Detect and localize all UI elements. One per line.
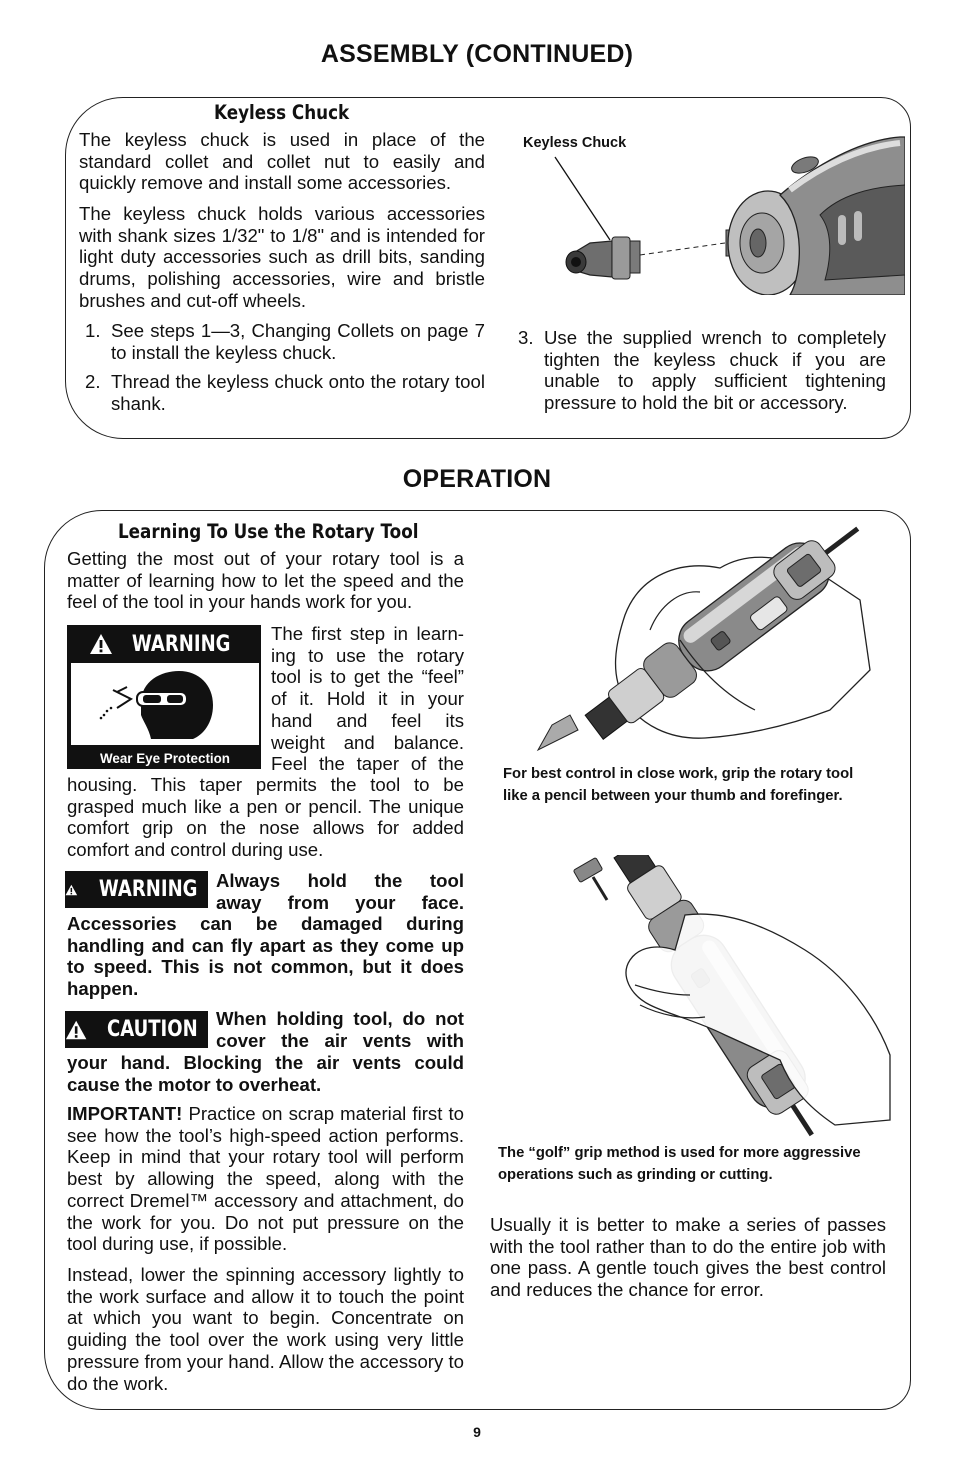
caution-label: CAUTION [107,1017,199,1042]
keyless-chuck-para1: The keyless chuck is used in place of the standard collet and collet nut to easily and quickly remove and install some accessories. [79,129,485,194]
usually-paragraph: Usually it is better to make a series of passes with the tool rather than to do the entire job with one pass. A gentle touch gives the best control and reduces the chance for error. [490,1214,886,1301]
step-item [79,320,485,363]
text-line: ing to use the rotary [271,644,464,666]
warning-face-line1: Always hold the tool [216,870,464,891]
caution-line1: When holding tool, do not [216,1008,464,1029]
warning-triangle-icon [89,633,113,655]
text-line: of it. Hold it in your [271,688,464,710]
caution-text: your hand. Blocking the air vents could cause the motor to overheat. [67,1052,464,1095]
pencil-grip-illustration [530,520,895,755]
golf-grip-illustration [565,855,895,1145]
step-text: See steps 1—3, Changing Collets on page 7 to install the keyless chuck. [111,320,485,363]
important-paragraph [67,1103,464,1255]
step-number: 2. [85,371,101,393]
text-line: tool is to get the “feel” [271,666,464,688]
warning-badge [65,871,208,908]
instead-paragraph: Instead, lower the spinning accessory lightly to the work surface and allow it to touch the point at which you want to begin. Concentrate on guiding the tool over the work using very little pressure from your hand. Allow the accessory to do the work. [67,1264,464,1394]
eye-warning-caption: Wear Eye Protection [100,750,230,766]
assembly-steps-right [512,327,886,422]
keyless-chuck-illustration [540,125,905,295]
step-item [79,371,485,414]
keyless-chuck-heading: Keyless Chuck [214,101,350,124]
important-text: Practice on scrap material first to see how the tool’s high-speed action performs. Keep in mind that your rotary tool will perform best by allowing the speed, along with the correct Dremel™ accessory and attachment, do the work for you. Do not put pressure on the tool during use, if possible. [67,1103,464,1255]
text-line: Feel the taper of the [271,753,464,775]
warning-triangle-icon [65,879,78,901]
rotary-tool-heading: Learning To Use the Rotary Tool [118,520,419,543]
eye-warning-pictogram-area [71,663,259,745]
step-item [512,327,886,414]
operation-intro: Getting the most out of your rotary tool is a matter of learning how to let the speed and the feel of the tool in your hands work for you. [67,548,464,613]
keyless-chuck-figure-label: Keyless Chuck [523,135,627,151]
step-text: Thread the keyless chuck onto the rotary tool shank. [111,371,485,415]
assembly-steps-left [79,320,485,423]
keyless-chuck-para2: The keyless chuck holds various accessories with shank sizes 1/32" to 1/8" and is intended for light duty accessories such as drill bits, sanding drums, polishing accessories, wire and bristle brushes and cut-off wheels. [79,203,485,311]
text-line: hand and feel its [271,709,464,731]
warning-label: WARNING [98,877,198,902]
step-number: 3. [518,327,534,348]
warning-face-text: Accessories can be damaged during handling and can fly apart as they come up to speed. This is not common, but it does happen. [67,913,464,1000]
first-step-continued: housing. This taper permits the tool to be grasped much like a pen or pencil. The unique comfort grip on the nose allows for added comfort and control during use. [67,774,464,861]
page-number: 9 [473,1424,481,1440]
first-step-text [271,623,464,775]
step-number: 1. [85,320,101,341]
golf-grip-caption: The “golf” grip method is used for more aggressive operations such as grinding or cutting. [498,1145,861,1183]
warning-triangle-icon [65,1019,87,1041]
warning-label: WARNING [131,631,231,657]
safety-glasses-icon [71,663,259,745]
text-line: weight and balance. [271,731,464,753]
section-title-operation: OPERATION [402,465,552,493]
text-line: The first step in learn- [271,623,464,644]
caution-badge [65,1011,208,1048]
eye-protection-warning [67,625,261,769]
pencil-grip-caption: For best control in close work, grip the rotary tool like a pencil between your thumb and forefinger. [503,766,854,804]
section-title-assembly: ASSEMBLY (CONTINUED) [320,40,634,68]
caution-line2: cover the air vents with [216,1030,464,1051]
warning-face-line2: away from your face. [216,892,464,913]
important-label: IMPORTANT! [67,1103,183,1124]
step-text: Use the supplied wrench to completely tighten the keyless chuck if you are unable to apply sufficient tightening pressure to hold the bit or accessory. [544,327,886,414]
eye-warning-header [68,626,262,662]
